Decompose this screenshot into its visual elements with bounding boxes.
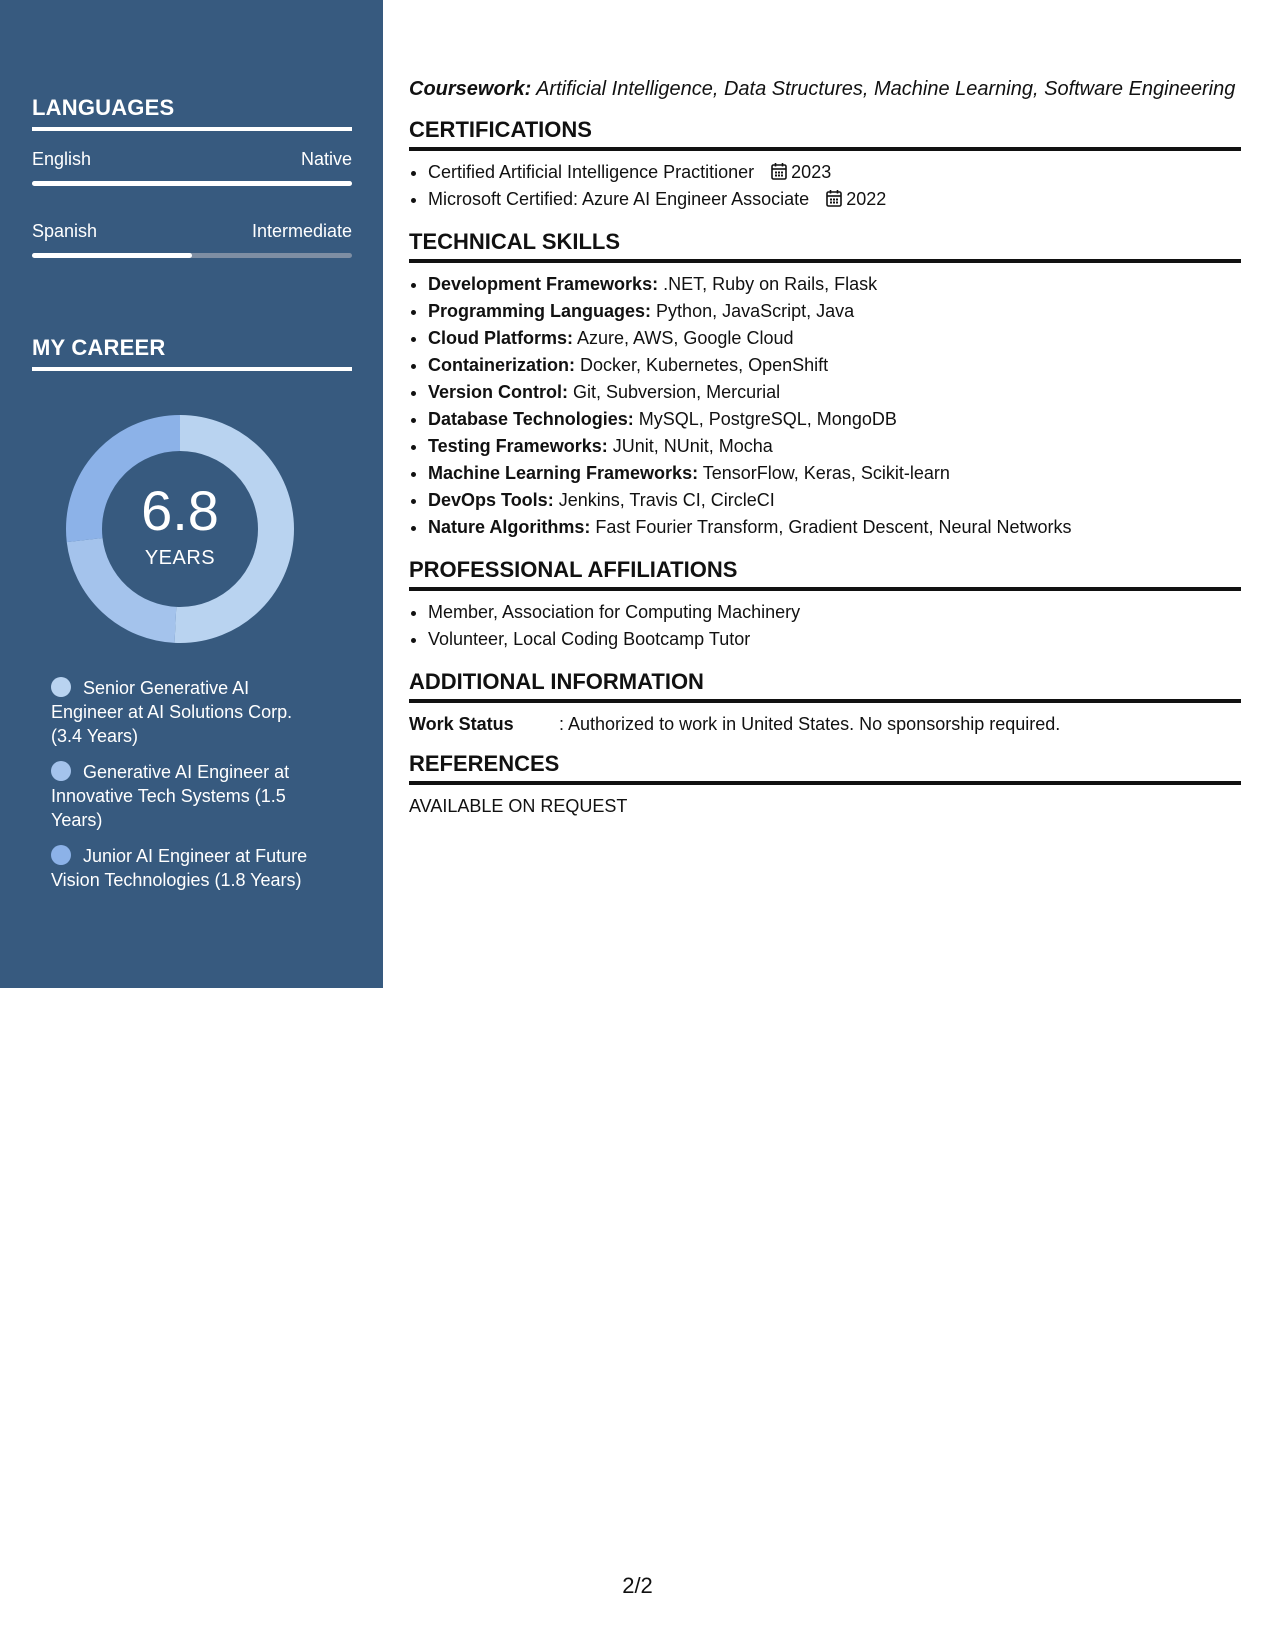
- page-number: 2/2: [622, 1573, 653, 1598]
- career-item: [51, 676, 321, 748]
- language-item: [32, 149, 352, 203]
- skill-value: Fast Fourier Transform, Gradient Descent, Neural Networks: [595, 517, 1072, 537]
- skill-value: Docker, Kubernetes, OpenShift: [580, 355, 829, 375]
- language-bar-fill: [32, 253, 192, 258]
- skill-label: Development Frameworks:: [428, 274, 659, 294]
- skill-value: Azure, AWS, Google Cloud: [577, 328, 794, 348]
- affiliations-list: [409, 599, 1241, 653]
- certifications-title: CERTIFICATIONS: [409, 117, 1241, 151]
- language-bar: [32, 253, 352, 258]
- skill-value: TensorFlow, Keras, Scikit-learn: [702, 463, 950, 483]
- career-donut-chart: [66, 415, 294, 643]
- skill-value: .NET, Ruby on Rails, Flask: [663, 274, 878, 294]
- skill-label: Programming Languages:: [428, 301, 652, 321]
- affiliations-title: PROFESSIONAL AFFILIATIONS: [409, 557, 1241, 591]
- work-status-row: [409, 711, 1241, 737]
- certification-item: [428, 186, 1241, 213]
- calendar-icon: [826, 189, 842, 207]
- language-level: Intermediate: [251, 221, 352, 241]
- total-years-label: YEARS: [144, 546, 216, 569]
- skill-label: Containerization:: [428, 355, 575, 375]
- coursework-label: Coursework:: [409, 78, 532, 100]
- skill-label: Version Control:: [428, 382, 569, 402]
- career-label: Senior Generative AI Engineer at AI Solutions Corp. (3.4 Years): [51, 678, 293, 746]
- legend-dot-icon: [51, 677, 71, 697]
- skill-item: [428, 460, 1241, 487]
- skill-value: JUnit, NUnit, Mocha: [612, 436, 773, 456]
- coursework-text: Artificial Intelligence, Data Structures, Machine Learning, Software Engineering: [536, 78, 1236, 100]
- certification-item: [428, 159, 1241, 186]
- skill-label: DevOps Tools:: [428, 490, 554, 510]
- language-name: English: [32, 149, 92, 169]
- skill-item: [428, 487, 1241, 514]
- technical-skills-list: [409, 271, 1241, 541]
- calendar-icon: [771, 162, 787, 180]
- career-label: Junior AI Engineer at Future Vision Technologies (1.8 Years): [51, 846, 308, 890]
- certification-year: 2023: [791, 162, 832, 182]
- donut-center: [66, 415, 294, 643]
- additional-info-title: ADDITIONAL INFORMATION: [409, 669, 1241, 703]
- legend-dot-icon: [51, 845, 71, 865]
- skill-value: Git, Subversion, Mercurial: [573, 382, 781, 402]
- references-title: REFERENCES: [409, 751, 1241, 785]
- language-name: Spanish: [32, 221, 98, 241]
- total-years-value: 6.8: [141, 478, 219, 542]
- career-legend: [51, 676, 321, 904]
- skill-item: [428, 379, 1241, 406]
- sidebar: [0, 0, 383, 988]
- references-text: AVAILABLE ON REQUEST: [409, 796, 628, 816]
- skill-label: Nature Algorithms:: [428, 517, 591, 537]
- languages-section: [32, 95, 352, 275]
- work-status-label: Work Status: [409, 714, 514, 734]
- skill-label: Cloud Platforms:: [428, 328, 574, 348]
- certification-year: 2022: [846, 189, 887, 209]
- career-item: [51, 844, 321, 892]
- skill-value: MySQL, PostgreSQL, MongoDB: [638, 409, 897, 429]
- language-bar: [32, 181, 352, 186]
- skill-item: [428, 433, 1241, 460]
- technical-skills-title: TECHNICAL SKILLS: [409, 229, 1241, 263]
- skill-item: [428, 352, 1241, 379]
- skill-item: [428, 406, 1241, 433]
- affiliation-item: • Volunteer, Local Coding Bootcamp Tutor: [428, 626, 1241, 653]
- work-status-value: : Authorized to work in United States. No sponsorship required.: [559, 714, 1061, 734]
- career-title: MY CAREER: [32, 335, 352, 371]
- skill-label: Database Technologies:: [428, 409, 634, 429]
- career-section: [32, 335, 352, 371]
- career-label: Generative AI Engineer at Innovative Tech Systems (1.5 Years): [51, 762, 290, 830]
- skill-value: Jenkins, Travis CI, CircleCI: [558, 490, 775, 510]
- certification-name: Certified Artificial Intelligence Practitioner: [428, 162, 755, 182]
- language-bar-fill: [32, 181, 352, 186]
- skill-label: Testing Frameworks:: [428, 436, 608, 456]
- coursework: [409, 78, 1241, 101]
- skill-item: [428, 325, 1241, 352]
- skill-label: Machine Learning Frameworks:: [428, 463, 699, 483]
- main-content: [409, 78, 1241, 819]
- affiliation-item: • Member, Association for Computing Machinery: [428, 599, 1241, 626]
- legend-dot-icon: [51, 761, 71, 781]
- skill-item: [428, 514, 1241, 541]
- skill-item: [428, 271, 1241, 298]
- languages-title: LANGUAGES: [32, 95, 352, 131]
- skill-item: [428, 298, 1241, 325]
- certifications-list: [409, 159, 1241, 213]
- language-item: [32, 221, 352, 275]
- career-item: [51, 760, 321, 832]
- certification-name: Microsoft Certified: Azure AI Engineer Associate: [428, 189, 810, 209]
- language-level: Native: [300, 149, 352, 169]
- skill-value: Python, JavaScript, Java: [656, 301, 855, 321]
